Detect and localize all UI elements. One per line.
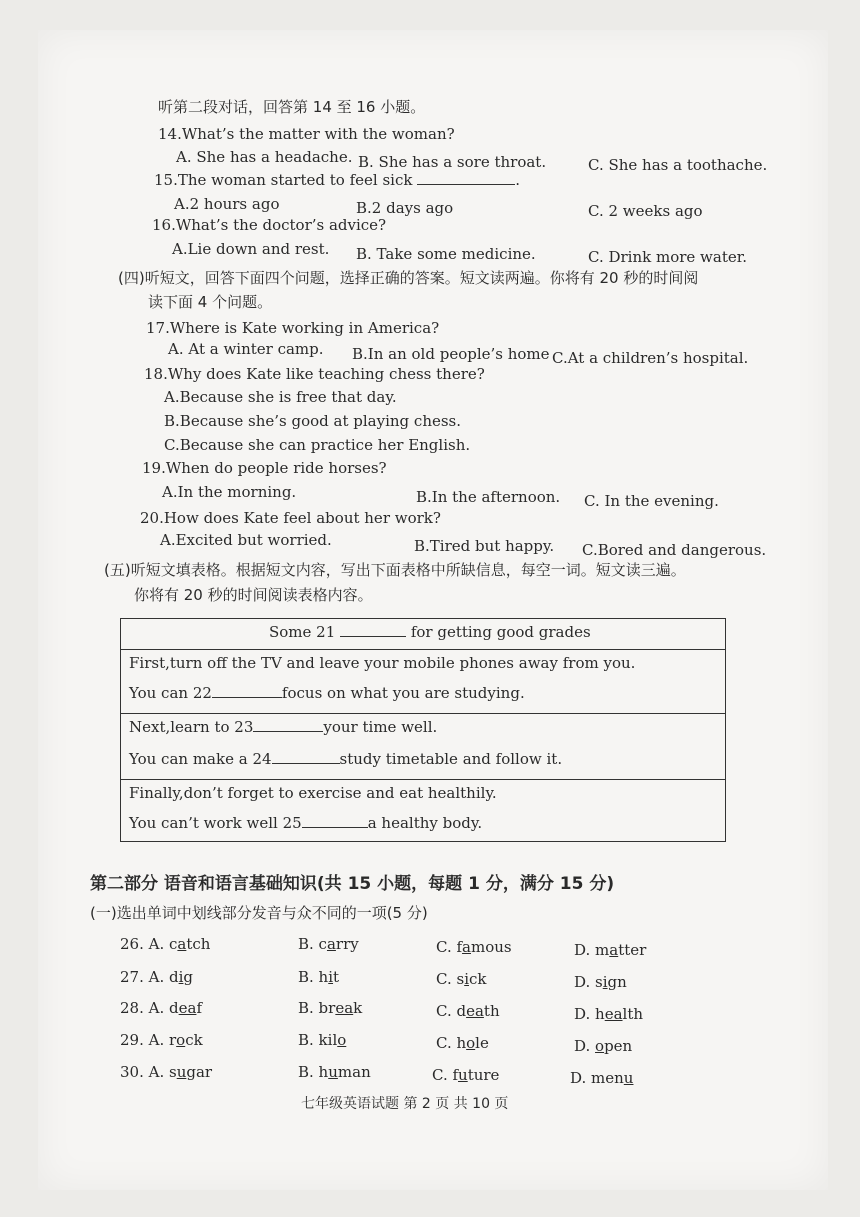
q20-option-c: C.Bored and dangerous. bbox=[582, 541, 767, 559]
section-5-instruction: (五)听短文填表格。根据短文内容，写出下面表格中所缺信息，每空一词。短文读三遍。 bbox=[104, 561, 686, 579]
phonics-28-d: D. health bbox=[574, 1005, 644, 1023]
question-14: 14.What’s the matter with the woman? bbox=[158, 125, 455, 143]
dialogue-2-instruction: 听第二段对话，回答第 14 至 16 小题。 bbox=[158, 98, 426, 116]
question-20: 20.How does Kate feel about her work? bbox=[140, 509, 441, 527]
phonics-27-a: 27. A. dig bbox=[120, 968, 194, 986]
table-row-1b: You can 22 focus on what you are studying. bbox=[129, 684, 525, 702]
phonics-30-c: C. future bbox=[432, 1066, 500, 1084]
part-2-title: 第二部分 语音和语言基础知识(共 15 小题，每题 1 分，满分 15 分) bbox=[90, 874, 615, 894]
question-16: 16.What’s the doctor’s advice? bbox=[152, 216, 387, 234]
q15-option-c: C. 2 weeks ago bbox=[588, 202, 703, 220]
question-15: 15.The woman started to feel sick . bbox=[154, 171, 520, 189]
phonics-26-b: B. carry bbox=[298, 935, 359, 953]
q20-option-b: B.Tired but happy. bbox=[414, 537, 555, 555]
phonics-29-a: 29. A. rock bbox=[120, 1031, 203, 1049]
fill-in-table bbox=[120, 618, 726, 842]
section-4-instruction: (四)听短文，回答下面四个问题，选择正确的答案。短文读两遍。你将有 20 秒的时间阅 bbox=[118, 269, 699, 287]
phonics-29-c: C. hole bbox=[436, 1034, 489, 1052]
q18-option-c: C.Because she can practice her English. bbox=[164, 436, 471, 454]
table-row-1a: First,turn off the TV and leave your mobile phones away from you. bbox=[129, 654, 636, 672]
q16-option-b: B. Take some medicine. bbox=[356, 245, 536, 263]
phonics-26-c: C. famous bbox=[436, 938, 512, 956]
section-5-instruction-line2: 你将有 20 秒的时间阅读表格内容。 bbox=[134, 586, 373, 604]
phonics-29-d: D. open bbox=[574, 1037, 633, 1055]
q16-option-c: C. Drink more water. bbox=[588, 248, 748, 266]
question-17: 17.Where is Kate working in America? bbox=[146, 319, 440, 337]
table-row-2b: You can make a 24 study timetable and follow it. bbox=[129, 750, 563, 768]
q17-option-b: B.In an old people’s home bbox=[352, 345, 550, 363]
question-18: 18.Why does Kate like teaching chess there? bbox=[144, 365, 485, 383]
q15-option-a: A.2 hours ago bbox=[174, 195, 280, 213]
q17-option-c: C.At a children’s hospital. bbox=[552, 349, 749, 367]
section-4-instruction-line2: 读下面 4 个问题。 bbox=[148, 293, 273, 311]
phonics-29-b: B. kilo bbox=[298, 1031, 347, 1049]
phonics-28-b: B. break bbox=[298, 999, 363, 1017]
table-title: Some 21 for getting good grades bbox=[269, 623, 591, 641]
phonics-27-b: B. hit bbox=[298, 968, 340, 986]
q14-option-c: C. She has a toothache. bbox=[588, 156, 768, 174]
q15-option-b: B.2 days ago bbox=[356, 199, 454, 217]
table-row-3b: You can’t work well 25 a healthy body. bbox=[129, 814, 483, 832]
q19-option-a: A.In the morning. bbox=[162, 483, 297, 501]
q20-option-a: A.Excited but worried. bbox=[160, 531, 332, 549]
phonics-26-d: D. matter bbox=[574, 941, 647, 959]
part-2-subsection: (一)选出单词中划线部分发音与众不同的一项(5 分) bbox=[90, 904, 428, 922]
phonics-28-a: 28. A. deaf bbox=[120, 999, 202, 1017]
q14-option-a: A. She has a headache. bbox=[176, 148, 353, 166]
phonics-30-d: D. menu bbox=[570, 1069, 634, 1087]
question-19: 19.When do people ride horses? bbox=[142, 459, 387, 477]
table-row-3a: Finally,don’t forget to exercise and eat healthily. bbox=[129, 784, 497, 802]
q14-option-b: B. She has a sore throat. bbox=[358, 153, 547, 171]
phonics-30-b: B. human bbox=[298, 1063, 371, 1081]
q19-option-c: C. In the evening. bbox=[584, 492, 719, 510]
phonics-27-c: C. sick bbox=[436, 970, 487, 988]
phonics-30-a: 30. A. sugar bbox=[120, 1063, 213, 1081]
phonics-27-d: D. sign bbox=[574, 973, 627, 991]
phonics-28-c: C. death bbox=[436, 1002, 500, 1020]
phonics-26-a: 26. A. catch bbox=[120, 935, 211, 953]
page-footer: 七年级英语试题 第 2 页 共 10 页 bbox=[301, 1096, 509, 1112]
q18-option-b: B.Because she’s good at playing chess. bbox=[164, 412, 462, 430]
q18-option-a: A.Because she is free that day. bbox=[164, 388, 397, 406]
q17-option-a: A. At a winter camp. bbox=[168, 340, 324, 358]
table-row-2a: Next,learn to 23 your time well. bbox=[129, 718, 438, 736]
q16-option-a: A.Lie down and rest. bbox=[172, 240, 330, 258]
q19-option-b: B.In the afternoon. bbox=[416, 488, 561, 506]
